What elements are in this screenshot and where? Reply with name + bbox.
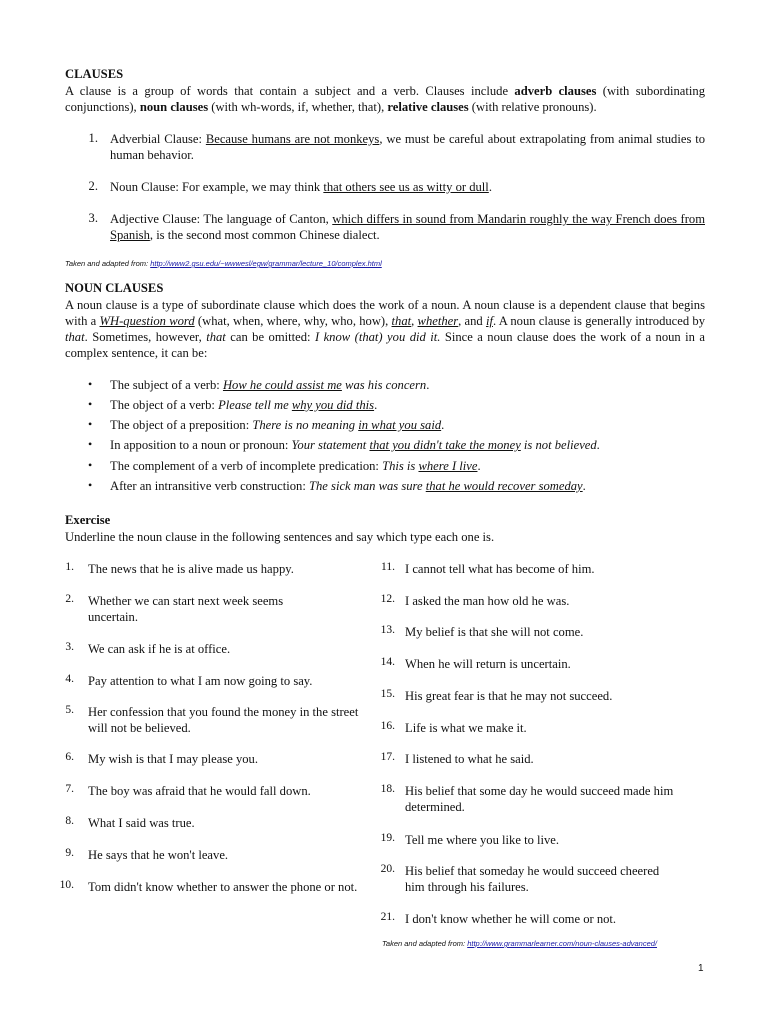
list-number: 2. — [88, 179, 98, 193]
clauses-intro — [65, 83, 705, 115]
exercise-number: 18. — [380, 783, 395, 795]
clause-example-adjective: Adjective Clause: The language of Canton, which differs in sound from Mandarin roughly the way French does from Spanish, is the second most common Chinese dialect. — [110, 212, 705, 242]
exercise-instruction: Underline the noun clause in the following sentences and say which type each one is. — [65, 530, 495, 544]
bullet-icon: • — [88, 417, 93, 431]
bullet-item-complement: The complement of a verb of incomplete predication: This is where I live. — [110, 459, 481, 473]
exercise-item: My wish is that I may please you. — [88, 752, 258, 766]
intro-noun-term: noun clauses — [139, 100, 209, 114]
exercise-item: Life is what we make it. — [405, 721, 527, 735]
exercise-number: 10. — [59, 879, 74, 891]
exercise-item: What I said was true. — [88, 816, 195, 830]
exercise-number: 6. — [65, 751, 74, 763]
clause-example-noun: Noun Clause: For example, we may think that others see us as witty or dull. — [110, 180, 492, 194]
list-number: 3. — [88, 211, 98, 225]
exercise-item: Whether we can start next week seems uncertain. — [88, 594, 284, 624]
exercise-number: 21. — [380, 911, 395, 923]
intro-text: A clause is a group of words that contain a subject and a verb. Clauses include — [65, 84, 515, 98]
exercise-number: 19. — [380, 832, 395, 844]
exercise-number: 4. — [65, 673, 74, 685]
clause-example-adverbial: Adverbial Clause: Because humans are not monkeys, we must be careful about extrapolating from animal studies to human behavior. — [110, 132, 705, 162]
exercise-number: 9. — [65, 847, 74, 859]
exercise-item: Pay attention to what I am now going to say. — [88, 674, 313, 688]
exercise-item: I cannot tell what has become of him. — [405, 562, 595, 576]
exercise-item: Tom didn't know whether to answer the phone or not. — [88, 880, 358, 894]
page-number: 1 — [698, 963, 704, 974]
bullet-icon: • — [88, 458, 93, 472]
exercise-number: 16. — [380, 720, 395, 732]
bullet-item-intransitive: After an intransitive verb construction: The sick man was sure that he would recover someday. — [110, 479, 586, 493]
section-heading-exercise: Exercise — [65, 513, 111, 527]
exercise-item: I asked the man how old he was. — [405, 594, 570, 608]
intro-text: (with relative pronouns). — [468, 100, 597, 114]
section-heading-clauses: CLAUSES — [65, 67, 124, 81]
exercise-number: 2. — [65, 593, 74, 605]
exercise-item: We can ask if he is at office. — [88, 642, 231, 656]
exercise-number: 1. — [65, 561, 74, 573]
exercise-number: 12. — [380, 593, 395, 605]
source-link[interactable]: http://www2.gsu.edu/~wwwesl/egw/grammar/lecture_10/complex.html — [150, 259, 382, 268]
exercise-number: 20. — [380, 863, 395, 875]
bullet-icon: • — [88, 437, 93, 451]
exercise-item: His belief that some day he would succeed made him determined. — [405, 784, 674, 814]
list-number: 1. — [88, 131, 98, 145]
exercise-item: I listened to what he said. — [405, 752, 534, 766]
exercise-number: 17. — [380, 751, 395, 763]
exercise-item: My belief is that she will not come. — [405, 625, 584, 639]
source-link[interactable]: http://www.grammarlearner.com/noun-clauses-advanced/ — [467, 939, 658, 948]
bullet-item-object-verb: The object of a verb: Please tell me why you did this. — [110, 398, 378, 412]
intro-text: (with subordinating conjunctions), — [65, 84, 705, 114]
source-citation: Taken and adapted from: http://www2.gsu.edu/~wwwesl/egw/grammar/lecture_10/complex.html — [65, 259, 382, 268]
exercise-number: 13. — [380, 624, 395, 636]
bullet-icon: • — [88, 397, 93, 411]
exercise-item: The boy was afraid that he would fall down. — [88, 784, 311, 798]
exercise-number: 14. — [380, 656, 395, 668]
bullet-icon: • — [88, 478, 93, 492]
exercise-number: 8. — [65, 815, 74, 827]
exercise-number: 15. — [380, 688, 395, 700]
exercise-item: Her confession that you found the money in the street will not be believed. — [88, 705, 359, 735]
exercise-item: He says that he won't leave. — [88, 848, 229, 862]
source-citation: Taken and adapted from: http://www.grammarlearner.com/noun-clauses-advanced/ — [382, 939, 658, 948]
bullet-item-object-preposition: The object of a preposition: There is no meaning in what you said. — [110, 418, 445, 432]
noun-clauses-paragraph: A noun clause is a type of subordinate clause which does the work of a noun. A noun clause is a dependent clause that begins with a WH-question word (what, when, where, why, who, how), that, whether, and if. A noun clause is generally introduced by that. Sometimes, however, that can be omitted: I know (that) you did it. Since a noun clause does the work of a noun in a complex sentence, it can be: — [65, 298, 706, 360]
intro-relative-term: relative clauses — [387, 100, 469, 114]
exercise-item: Tell me where you like to live. — [405, 833, 560, 847]
exercise-item: His great fear is that he may not succeed. — [405, 689, 613, 703]
exercise-item: I don't know whether he will come or not. — [405, 912, 617, 926]
exercise-number: 5. — [65, 704, 74, 716]
bullet-item-subject: The subject of a verb: How he could assist me was his concern. — [110, 378, 430, 392]
section-heading-noun-clauses: NOUN CLAUSES — [65, 281, 164, 295]
exercise-item: His belief that someday he would succeed cheered him through his failures. — [405, 864, 660, 894]
exercise-item: When he will return is uncertain. — [405, 657, 571, 671]
exercise-number: 11. — [381, 561, 395, 573]
bullet-item-apposition: In apposition to a noun or pronoun: Your statement that you didn't take the money is not believed. — [110, 438, 600, 452]
intro-text: (with wh-words, if, whether, that), — [208, 100, 388, 114]
exercise-number: 7. — [65, 783, 74, 795]
exercise-item: The news that he is alive made us happy. — [88, 562, 294, 576]
bullet-icon: • — [88, 377, 93, 391]
intro-adverb-term: adverb clauses — [514, 84, 597, 98]
exercise-number: 3. — [65, 641, 74, 653]
